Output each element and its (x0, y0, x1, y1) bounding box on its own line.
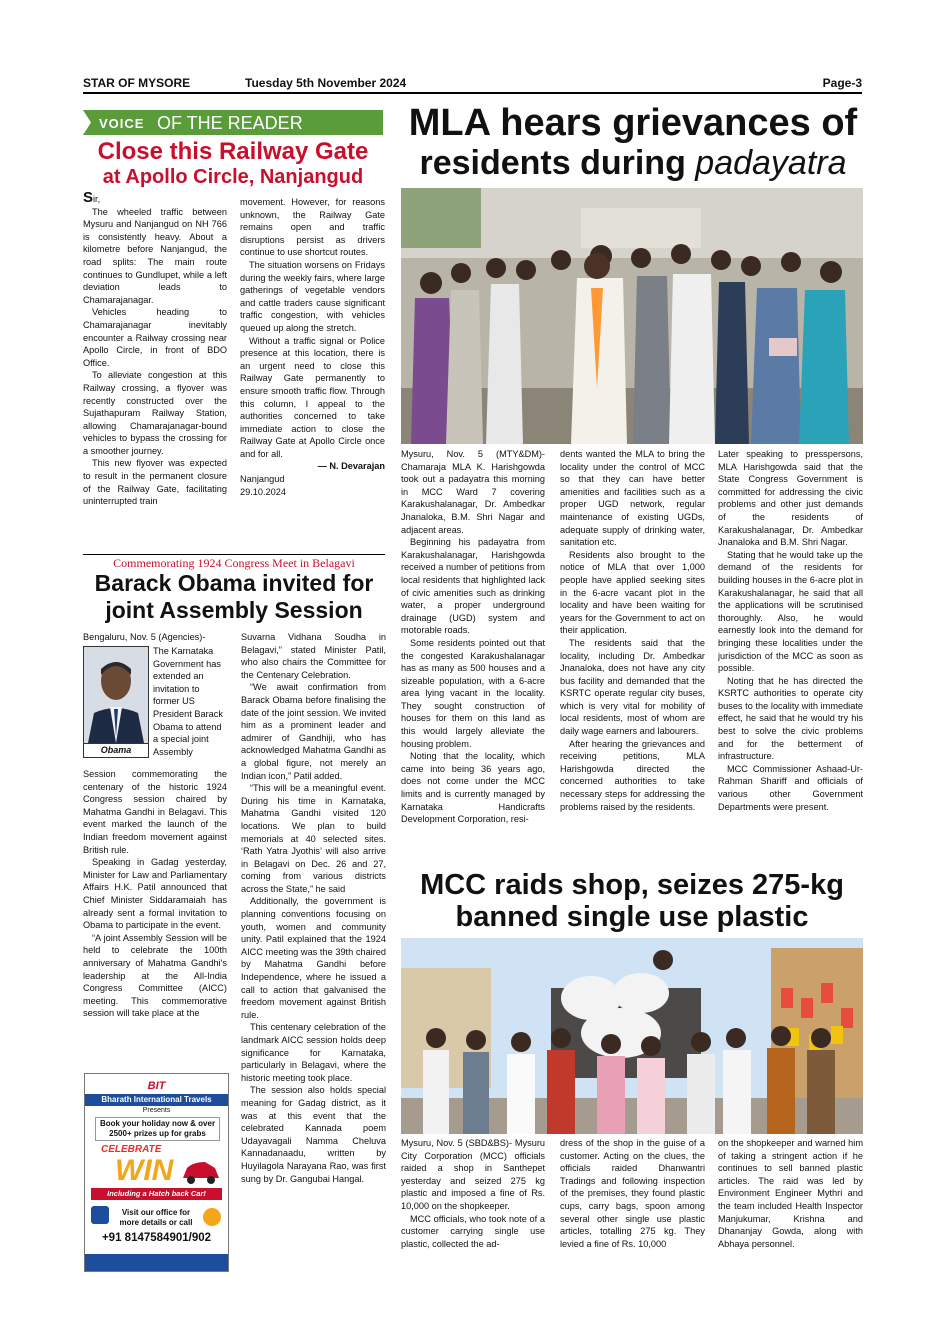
ad-badge-icon (91, 1206, 109, 1224)
paragraph: Later speaking to presspersons, MLA Harishgowda said that the State Congress Government is committed for addressing the civic problems and other just demands of the residents of Karakushalanagar, Dr. Ambedkar Jnanaloka and B.M. Shri Nagar. (718, 449, 863, 548)
obama-photo-caption: Obama (84, 743, 148, 757)
paragraph: Noting that the locality, which came into being 36 years ago, does not come under the MCC limits and is currently managed by Karnataka Handicrafts Development Corporation, resi- (401, 751, 545, 825)
paragraph: Additionally, the government is planning conventions focusing on youth, women and community unity. Patil explained that the 1924 AICC meeting was the 39th chaired by Mahatma Gandhi before Independence, where he issued a call to action that galvanised the freedom movement against British rule. (241, 896, 386, 1020)
paragraph: Some residents pointed out that the congested Karakushalanagar has as many as 500 houses and a sizeable population, with a 6-acre area lying vacant in the locality. They sought construction of houses for them on this land as this would largely alleviate the housing problem. (401, 637, 545, 749)
page-number: Page-3 (822, 76, 862, 90)
paragraph: Mysuru, Nov. 5 (SBD&BS)- Mysuru City Corporation (MCC) officials raided a shop in Santhepet yesterday and seized 275 kg plastic and imposed a fine of Rs. 10,000 on the shopkeeper. (401, 1138, 545, 1211)
ad-phone[interactable]: +91 8147584901/902 (101, 1232, 212, 1244)
paragraph: Beginning his padayatra from Karakushalanagar, Harishgowda received a number of petitions from local residents that highlighted lack of civic amenities such as drinking water, a proper underground drainage (UGD) system and motorable roads. (401, 537, 545, 636)
mcc-column-2 (560, 1137, 705, 1269)
issue-date: Tuesday 5th November 2024 (245, 76, 407, 90)
letter-signature: — N. Devarajan (317, 461, 385, 472)
paragraph: Vehicles heading to Chamarajanagar inevitably encounter a Railway crossing near Apollo Circle, in front of BDO Office. (83, 307, 227, 368)
obama-dateline: Bengaluru, Nov. 5 (Agencies)- (83, 632, 206, 642)
mcc-headline-1: MCC raids shop, seizes 275-kg (420, 869, 844, 901)
paper-name: STAR OF MYSORE (83, 76, 191, 90)
letter-date: 29.10.2024 (240, 486, 286, 497)
mla-crowd-image (401, 188, 863, 444)
paragraph: “This will be a meaningful event. During his time in Karnataka, Mahatma Gandhi visited 120 locations. We plan to build memorials at 40 selected sites. ‘Rath Yatra Jyothis’ will also arrive in Belagavi on Dec. 26 and 27, coming from various districts across the State,” he said (241, 783, 386, 894)
paragraph: Session commemorating the centenary of the historic 1924 Congress session chaired by Mahatma Gandhi in Belagavi. This event marked the launch of the Indian freedom movement against British rule. (83, 769, 227, 855)
paragraph: Without a traffic signal or Police presence at this location, there is an urgent need to close this Railway Gate permanently to ensure smooth traffic flow. Through this column, I appeal to the authorities concerned to take immediate action to close the Railway Gate at Apollo Circle once and for all. (240, 335, 385, 459)
paragraph: This new flyover was expected to result in the permanent closure of the Railway Gate, facilitating uninterrupted train (83, 458, 227, 507)
voice-column-2 (240, 196, 385, 552)
mcc-column-3 (718, 1137, 863, 1269)
obama-column-2 (241, 631, 386, 1271)
car-icon (181, 1156, 221, 1186)
paragraph: Speaking in Gadag yesterday, Minister for Law and Parliamentary Affairs H.K. Patil announced that Chief Minister Siddaramaiah has already sent a formal invitation to Obama to participate in the event. (83, 857, 227, 931)
mcc-raid-image (401, 938, 863, 1134)
paragraph: To alleviate congestion at this Railway crossing, a flyover was recently constructed over the Sujathapuram Railway Station, allowing Chamarajanagar-bound vehicles to bypass the crossing for a smoother journey. (83, 370, 227, 456)
paragraph: The session also holds special meaning for Gadag district, as it was at this event that the celebrated Kannada poem Udayavagali Namma Cheluva Kannadanaadu, written by Huyilagola Narayana Rao, was first sung by Dr. Gangubai Hangal. (241, 1085, 386, 1184)
mla-column-1 (401, 448, 545, 866)
mla-column-2 (560, 448, 705, 866)
paragraph: The wheeled traffic between Mysuru and Nanjangud on NH 766 is consistently heavy. About a kilometre before Nanjangud, the road splits: The main route continues to Gundlupet, while a left deviation leads to Chamarajanagar. (83, 206, 227, 305)
obama-photo (83, 646, 149, 758)
mla-padayatra-photo (401, 188, 863, 444)
paragraph: on the shopkeeper and warned him of taking a stringent action if he continues to sell banned plastic articles. The raid was led by Environment Engineer Mythri and the team included Health Inspector Manjukumar, Krishna and Dhananjay Gowda, along with Abhaya personnel. (718, 1138, 863, 1249)
paragraph: Residents also brought to the notice of MLA that over 1,000 people have applied seeking sites in the 6-acre vacant plot in the locality and have been waiting for years for the Government to act on their application. (560, 549, 705, 636)
paragraph: After hearing the grievances and receiving petitions, MLA Harishgowda directed the concerned authorities to take necessary steps for addressing the problems raised by the residents. (560, 738, 705, 812)
masthead-rule (83, 92, 862, 94)
obama-portrait-image (84, 647, 148, 743)
paragraph: MCC Commissioner Ashaad-Ur-Rahman Shariff and officials of various other Government Departments were present. (718, 763, 863, 812)
paragraph: Stating that he would take up the demand of the residents for building houses in the 6-acre plot in Karakushalanagar, he said that all the applications will be scrutinised thoroughly. Also, he would earnestly look into the demand for bringing these localities under the jurisdiction of the MCC as soon as possible. (718, 549, 863, 674)
ad-including: Including a Hatch back Car! (91, 1188, 222, 1200)
ad-visit: Visit our office for more details or call (119, 1208, 193, 1227)
mla-headline-1: MLA hears grievances of (408, 102, 858, 144)
voice-banner (83, 110, 383, 135)
obama-kicker: Commemorating 1924 Congress Meet in Belagavi (113, 556, 355, 570)
voice-banner-voice: VOICE (99, 116, 145, 131)
ad-win: WIN (115, 1154, 174, 1187)
mla-headline-2: residents during padayatra (419, 144, 847, 182)
voice-banner-rest: OF THE READER (157, 113, 303, 133)
mla-column-3 (718, 448, 863, 866)
ad-offer: Book your holiday now & over 2500+ prizes up for grabs (95, 1117, 220, 1141)
travel-ad[interactable] (84, 1073, 229, 1272)
ad-seal-icon (203, 1208, 221, 1226)
paragraph: “We await confirmation from Barack Obama before finalising the date of the joint session. We invited him as a prominent leader and admirer of Gandhiji, who has acknowledged Mahatma Gandhi as a global figure, not merely an Indian icon,” Patil added. (241, 682, 386, 781)
dropcap: S (83, 192, 94, 206)
paragraph: Noting that he has directed the KSRTC authorities to operate city buses to the locality with immediate effect, he said that he would try his best to solve the civic problems and for the betterment of infrastructure. (718, 675, 863, 762)
paragraph: dents wanted the MLA to bring the locality under the control of MCC so that they can have better amenities and facilities such as a proper UGD network, regular maintenance of existing UGDs, adequate supply of drinking water, sanitation etc. (560, 449, 705, 548)
obama-headline-2: joint Assembly Session (105, 597, 363, 623)
paragraph: The residents said that the locality, including Dr. Ambedkar Jnanaloka, does not have any city bus facility and demanded that the KSRTC operate regular city buses, which is very vital for mobility of local residents, most of whom are daily wage earners and labourers. (560, 637, 705, 737)
voice-headline-1: Close this Railway Gate (97, 138, 369, 165)
paragraph: Suvarna Vidhana Soudha in Belagavi,” stated Minister Patil, who also chairs the Committee for the Centenary Celebration. (241, 632, 386, 680)
paragraph: “A joint Assembly Session will be held to celebrate the 100th anniversary of Mahatma Gandhi's leadership at the All-India Congress Committee (AICC) meeting. This commemorative session will take place at the (83, 932, 227, 1019)
mcc-headline-2: banned single use plastic (455, 901, 809, 933)
obama-column-1 (83, 631, 227, 1067)
section-rule (83, 554, 385, 555)
paragraph: movement. However, for reasons unknown, the Railway Gate remains open and traffic disruptions persist as drivers continue to use shortcut routes. (240, 197, 385, 258)
ad-footer-bar (85, 1254, 228, 1271)
paragraph: dress of the shop in the guise of a customer. Acting on the clues, the officials raided Dhanwantri Tradings and following inspection of the premises, they found plastic cups, carry bags, spoon among several other single use plastic articles, totalling 275 kg. They levied a fine of Rs. 10,000 (560, 1138, 705, 1249)
paragraph: This centenary celebration of the landmark AICC session holds deep significance for Karnataka, particularly in Belagavi, where the historic meeting took place. (241, 1022, 386, 1083)
ad-company: Bharath International Travels (85, 1094, 228, 1106)
paragraph: The situation worsens on Fridays during the weekly fairs, where large gatherings of vegetable vendors and cattle traders cause significant traffic congestion, with vehicles queued up along the stretch. (240, 259, 385, 333)
ad-presents: Presents (142, 1107, 171, 1114)
ad-celebrate: CELEBRATE (101, 1144, 162, 1155)
mcc-column-1 (401, 1137, 545, 1269)
paragraph: MCC officials, who took note of a customer carrying single use plastic, collected the ad- (401, 1213, 545, 1249)
voice-column-1: Sir, The wheeled traffic between Mysuru and Nanjangud on NH 766 is consistently heavy. About a kilometre before Nanjangud, the road splits: The main route continues to Gundlupet, while a left deviation leads to Chamarajanagar. Vehicles heading to Chamarajanagar inevitably encounter a Railway crossing near Apollo Circle, in front of BDO Office. To alleviate congestion at this Railway crossing, a flyover was recently constructed over the Sujathapuram Railway Station, allowing Chamarajanagar-bound vehicles to bypass the crossing for a smoother journey. This new flyover was expected to result in the permanent closure of the Railway Gate, facilitating uninterrupted train (83, 192, 227, 552)
letter-place: Nanjangud (240, 474, 285, 485)
obama-lead: The Karnataka Government has extended an invitation to former US President Barack Obama to attend a special joint Assembly (153, 646, 223, 757)
paragraph: Mysuru, Nov. 5 (MTY&DM)- Chamaraja MLA K. Harishgowda took out a padayatra this morning in MCC Ward 7 covering Karakushalanagar, Dr. Ambedkar Jnanaloka, B.M. Shri Nagar and adjacent areas. (401, 449, 545, 535)
mcc-raid-photo (401, 938, 863, 1134)
obama-headline-1: Barack Obama invited for (94, 570, 374, 596)
ad-logo: BIT (147, 1080, 166, 1092)
voice-headline-2: at Apollo Circle, Nanjangud (102, 166, 364, 188)
